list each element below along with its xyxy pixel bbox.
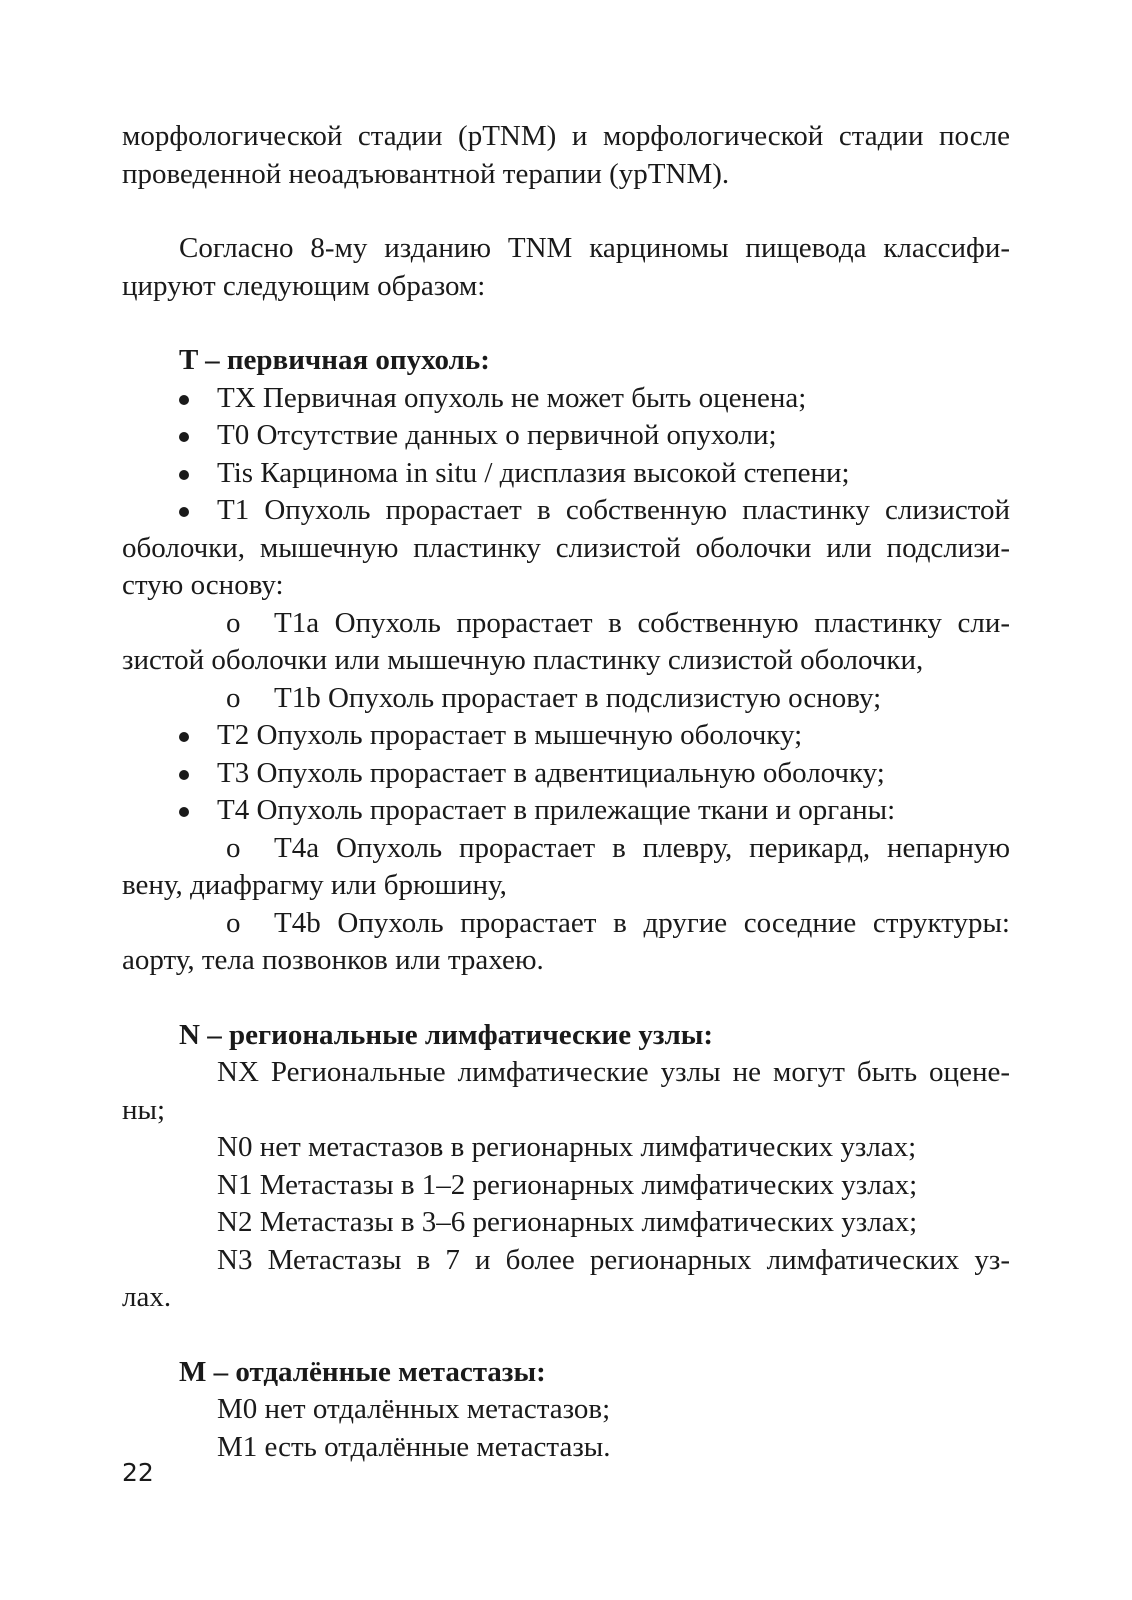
list-item-tis [122, 455, 1010, 493]
list-item-n2: N2 Метастазы в 3–6 регионарных лимфатических узлах; [217, 1206, 918, 1238]
list-item-n3: N3 Метастазы в 7 и более регионарных лимфатических уз- [217, 1243, 1010, 1276]
spacer [122, 193, 1010, 230]
list-item-t1-cont: оболочки, мышечную пластинку слизистой оболочки или подслизи- [122, 531, 1010, 564]
sublist-item-text: T1b Опухоль прорастает в подслизистую основу; [274, 681, 882, 714]
lead-line-1: Согласно 8-му изданию TNM карциномы пищевода классифи- [179, 232, 1010, 264]
sublist-item-t4b [122, 905, 1010, 943]
bullet-icon [179, 807, 189, 817]
list-item-text: T4 Опухоль прорастает в прилежащие ткани и органы: [217, 794, 896, 826]
list-item-t2 [122, 717, 1010, 755]
list-item-tx [122, 380, 1010, 418]
circle-bullet-icon: o [226, 906, 241, 939]
list-item-n0: N0 нет метастазов в регионарных лимфатических узлах; [217, 1131, 917, 1163]
intro-line-2: проведенной неоадъювантной терапии (ypTNM). [122, 157, 730, 190]
m-section-heading: M – отдалённые метастазы: [179, 1355, 546, 1388]
lead-line-2: цируют следующим образом: [122, 269, 486, 302]
list-item-m0: M0 нет отдалённых метастазов; [217, 1393, 611, 1425]
sublist-item-text: T4a Опухоль прорастает в плевру, перикард, непарную [274, 831, 1010, 864]
list-item-nx-cont: ны; [122, 1093, 166, 1126]
list-item-t4 [122, 792, 1010, 830]
sublist-item-t4a-cont: вену, диафрагму или брюшину, [122, 869, 507, 901]
spacer [122, 980, 1010, 1017]
circle-bullet-icon: o [226, 831, 241, 864]
bullet-icon [179, 770, 189, 780]
sublist-item-t1a [122, 605, 1010, 643]
list-item-t1 [122, 492, 1010, 530]
sublist-item-text: T4b Опухоль прорастает в другие соседние структуры: [274, 906, 1010, 939]
list-item-text: T2 Опухоль прорастает в мышечную оболочку; [217, 719, 803, 751]
circle-bullet-icon: o [226, 606, 241, 639]
intro-line-1: морфологической стадии (pTNM) и морфологической стадии после [122, 120, 1010, 152]
bullet-icon [179, 432, 189, 442]
spacer [122, 1317, 1010, 1354]
bullet-icon [179, 507, 189, 517]
sublist-item-t4a [122, 830, 1010, 868]
list-item-nx: NX Региональные лимфатические узлы не могут быть оцене- [217, 1056, 1010, 1088]
list-item-text: TX Первичная опухоль не может быть оценена; [217, 381, 807, 414]
n-section-heading: N – региональные лимфатические узлы: [179, 1018, 714, 1051]
list-item-n3-cont: лах. [122, 1281, 172, 1313]
circle-bullet-icon: o [226, 681, 241, 714]
list-item-text: T0 Отсутствие данных о первичной опухоли; [217, 419, 777, 451]
list-item-t1-cont: стую основу: [122, 569, 284, 601]
bullet-icon [179, 470, 189, 480]
list-item-text: T3 Опухоль прорастает в адвентициальную оболочку; [217, 756, 885, 789]
list-item-m1: M1 есть отдалённые метастазы. [217, 1430, 611, 1463]
list-item-t3 [122, 755, 1010, 793]
list-item-n1: N1 Метастазы в 1–2 регионарных лимфатических узлах; [217, 1168, 918, 1201]
bullet-icon [179, 732, 189, 742]
list-item-t0 [122, 417, 1010, 455]
spacer [122, 305, 1010, 342]
t-section-heading: T – первичная опухоль: [179, 344, 490, 376]
sublist-item-t1a-cont: зистой оболочки или мышечную пластинку слизистой оболочки, [122, 644, 924, 676]
list-item-text: T1 Опухоль прорастает в собственную пластинку слизистой [217, 494, 1010, 526]
page-number: 22 [122, 1458, 154, 1487]
list-item-text: Tis Карцинома in situ / дисплазия высокой степени; [217, 456, 850, 489]
sublist-item-t4b-cont: аорту, тела позвонков или трахею. [122, 944, 544, 976]
bullet-icon [179, 395, 189, 405]
sublist-item-t1b [122, 680, 1010, 718]
page-body [122, 118, 1010, 1466]
sublist-item-text: T1a Опухоль прорастает в собственную пластинку сли- [274, 606, 1010, 639]
